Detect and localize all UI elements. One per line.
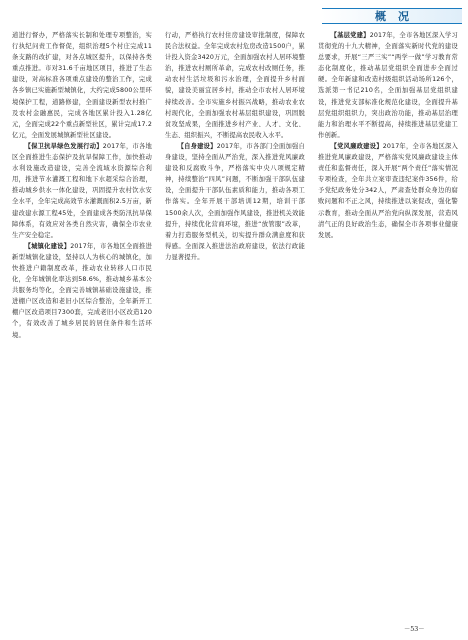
text-column-3	[318, 30, 458, 616]
paragraph	[12, 141, 152, 241]
paragraph	[12, 241, 152, 341]
section-heading: 【党风廉政建设】	[330, 142, 383, 150]
text-column-1	[12, 30, 152, 616]
article-body	[12, 30, 458, 616]
section-header	[322, 8, 462, 24]
text-column-2	[165, 30, 305, 616]
paragraph-text: 2017年，市各地区全面推进新型城镇化建设，坚持以人为核心的城镇化，加快推进户籍制度改革，推动农业转移人口市民化，全年城镇化率达到58.6%，推动城乡基本公共服务均等化，全面完善城镇基础设施建设，推进棚户区改造和老旧小区综合整治，全年新开工棚户区改造项目7300套，完成老旧小区改造120个，有效改善了城乡居民的居住条件和生活环境。	[12, 242, 152, 339]
paragraph	[318, 141, 458, 241]
paragraph-text: 2017年，市各部门全面加强自身建设，坚持全面从严治党，深入推进党风廉政建设和反腐败斗争，严格落实中央八项规定精神，持续整治“四风”问题，不断加强干部队伍建设，全面提升干部队伍素质和能力，推动各项工作落实。全年开展干部培训12期，培训干部1500余人次，全面加强作风建设，推进机关效能提升，持续优化营商环境，推进“放管服”改革，着力打造服务型机关，切实提升群众满意度和获得感。全面深入推进法治政府建设，依法行政能力显著提升。	[165, 142, 305, 261]
section-heading: 【基层党建】	[330, 32, 370, 39]
section-heading: 【保卫抗旱绿色发展行动】	[24, 142, 103, 150]
paragraph-text: 道进行督办，严格落实长制和处理专项整治，实行执纪问责工作督促，组织治理5个村庄完成11条支路的改扩建，对各点城区提升，以保持各类重点推进。市对31.6千亩地区项目，推进了生态建设，对高标准各项重点建设的整治工作，完成各乡镇已实施新型城镇化，大约完成5800公里环境保护工程，道路修建，全面建设新型农村推广及农村金融惠民，完成各地区累计投入1.28亿元，全面完成22个重点新型社区，累计完成17.2亿元，全面发展城镇新型社区建设。	[12, 32, 152, 139]
section-title: 概况	[375, 10, 421, 23]
section-heading: 【自身建设】	[177, 142, 217, 150]
paragraph-text: 2017年，全市各地区深入推进党风廉政建设，严格落实党风廉政建设主体责任和监督责任，深入开展“两个责任”落实情况专项检查，全年共立案审查违纪案件356件，给予党纪政务处分342人，严肃查处群众身边的腐败问题和不正之风，持续推进以案促改，强化警示教育，推动全面从严治党向纵深发展，营造风清气正的良好政治生态，确保全市各项事业健康发展。	[318, 142, 458, 239]
paragraph	[12, 30, 152, 141]
paragraph-text: 行动，严格执行农村住房建设审批制度，保障农民合法权益。全年完成农村危房改造1500户，累计投入资金3420万元，全面加强农村人居环境整治，推进农村厕所革命，完成农村改厕任务，推动农村生活垃圾和污水治理，全面提升乡村面貌，建设美丽宜居乡村，推动全市农村人居环境持续改善。全市实施乡村振兴战略，推动农业农村现代化，全面加强农村基层组织建设，巩固脱贫攻坚成果，全面推进乡村产业、人才、文化、生态、组织振兴，不断提高农民收入水平。	[165, 32, 305, 139]
paragraph	[165, 141, 305, 263]
section-heading: 【城镇化建设】	[24, 242, 71, 250]
page-number: －53－	[404, 626, 425, 633]
paragraph	[165, 30, 305, 141]
paragraph	[318, 30, 458, 141]
paragraph-text: 2017年，市各地区全面推进生态保护及抗旱保障工作，加快推动水利设施改造建设，完善全流域水资源综合利用，推进节水灌溉工程和地下水超采综合治理，推动城乡供水一体化建设，巩固提升农村饮水安全水平，全年完成高效节水灌溉面积2.5万亩，新建改建水源工程45处，全面建成各类防汛抗旱保障体系，有效应对各类自然灾害，确保全市农业生产安全稳定。	[12, 142, 152, 239]
paragraph-text: 2017年，全市各地区深入学习贯彻党的十九大精神，全面落实新时代党的建设总要求，开展“三严三实”“两学一做”学习教育常态化制度化，推动基层党组织全面进步全面过硬。全年新建和改造村级组织活动场所126个，选派第一书记210名，全面加强基层党组织建设，推进党支部标准化规范化建设，全面提升基层党组织组织力，突出政治功能，推动基层治理能力和治理水平不断提高，持续推进基层党建工作创新。	[318, 32, 458, 139]
